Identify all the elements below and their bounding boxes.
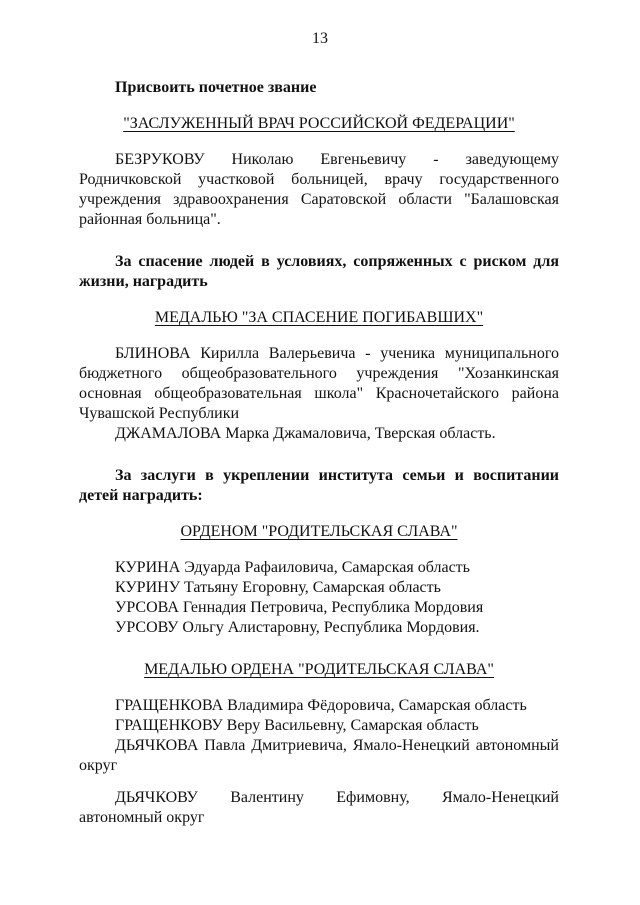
award-entry: ГРАЩЕНКОВУ Веру Васильевну, Самарская область bbox=[115, 717, 479, 734]
award-entry: УРСОВУ Ольгу Алистаровну, Республика Мордовия. bbox=[115, 619, 480, 636]
award-title: МЕДАЛЬЮ ОРДЕНА "РОДИТЕЛЬСКАЯ СЛАВА" bbox=[144, 661, 494, 678]
page-number: 13 bbox=[312, 30, 328, 47]
award-entry: КУРИНУ Татьяну Егоровну, Самарская область bbox=[115, 579, 441, 596]
award-entry: БЛИНОВА Кирилла Валерьевича - ученика муниципального бюджетного общеобразовательного учреждения "Хозанкинская основная общеобразовательная школа" Красночетайского района Чувашской Республики bbox=[79, 345, 559, 422]
award-entry: ДЬЯЧКОВУ Валентину Ефимовну, Ямало-Ненецкий автономный округ bbox=[79, 789, 559, 826]
award-entry: ДЖАМАЛОВА Марка Джамаловича, Тверская область. bbox=[115, 425, 496, 442]
section-intro: За заслуги в укреплении института семьи и воспитании детей наградить: bbox=[79, 467, 559, 504]
section-intro: Присвоить почетное звание bbox=[115, 79, 317, 96]
section-intro: За спасение людей в условиях, сопряженных с риском для жизни, наградить bbox=[79, 253, 559, 290]
award-entry: ГРАЩЕНКОВА Владимира Фёдоровича, Самарская область bbox=[115, 697, 527, 714]
award-title: ОРДЕНОМ "РОДИТЕЛЬСКАЯ СЛАВА" bbox=[180, 523, 458, 540]
award-entry: УРСОВА Геннадия Петровича, Республика Мордовия bbox=[115, 599, 484, 616]
award-title: "ЗАСЛУЖЕННЫЙ ВРАЧ РОССИЙСКОЙ ФЕДЕРАЦИИ" bbox=[123, 115, 515, 132]
award-entry: КУРИНА Эдуарда Рафаиловича, Самарская область bbox=[115, 559, 470, 576]
award-title: МЕДАЛЬЮ "ЗА СПАСЕНИЕ ПОГИБАВШИХ" bbox=[154, 309, 484, 326]
award-entry: БЕЗРУКОВУ Николаю Евгеньевичу - заведующему Родничковской участковой больницей, врачу государственного учреждения здравоохранения Саратовской области "Балашовская районная больница". bbox=[79, 151, 559, 228]
award-entry: ДЬЯЧКОВА Павла Дмитриевича, Ямало-Ненецкий автономный округ bbox=[79, 737, 559, 774]
page-content bbox=[79, 78, 559, 828]
